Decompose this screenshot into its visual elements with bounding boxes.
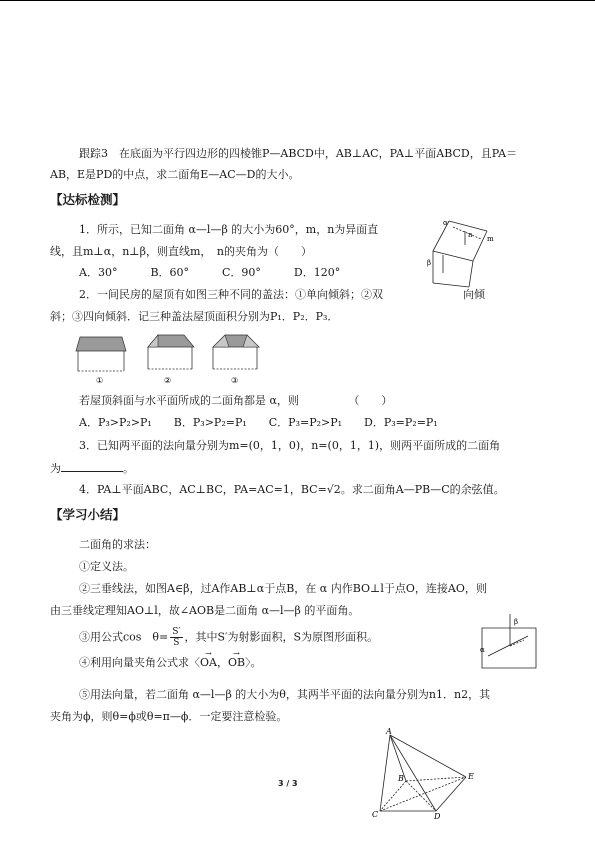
vector-oa: → OA [200,656,217,670]
summary-method-5-line2: 夹角为ϕ，则θ=ϕ或θ=π—ϕ．一定要注意检验。 [50,710,288,723]
pyramid-c-label: C [372,810,379,819]
roof3-label: ③ [231,376,239,385]
roof1-label: ① [96,376,104,385]
q3-line2-end: 。 [123,462,134,475]
page-top-rule [0,0,595,1]
dihedral-alpha-label: α [443,219,448,227]
summary-method-2-line1: ②三垂线法，如图A∈β，过A作AB⊥α于点B，在 α 内作BO⊥l于点O，连接AO，则 [79,582,487,595]
summary-method-4 [79,656,262,670]
summary-method-1: ①定义法。 [79,560,134,573]
q1-line1: 1．所示，已知二面角 α—l—β 的大小为60°，m，n为异面直 [79,223,379,236]
summary-method-5-line1: ⑤用法向量，若二面角 α—l—β 的大小为θ，其两半平面的法向量分别为n1．n2，其 [79,688,491,701]
summary-intro: 二面角的求法： [79,538,156,551]
q3-line1: 3．已知两平面的法向量分别为m=(0，1，0)，n=(0，1，1)，则两平面所成的二面角 [79,439,501,452]
follow-up-3-line2: AB，E是PD的中点，求二面角E—AC—D的大小。 [50,168,300,181]
roof-figure-3 [205,325,265,385]
q3-line2-text: 为 [50,462,61,475]
fraction-denominator: S [173,638,180,648]
q2-line1 [79,288,485,302]
q2-line1-tail: 向倾 [463,288,485,301]
plane-beta-label: β [514,618,519,626]
summary-method-2-line2: 由三垂线定理知AO⊥l，故∠AOB是二面角 α—l—β 的平面角。 [50,604,360,617]
dihedral-beta-label: β [427,259,432,267]
roof-figure-1 [70,325,130,385]
page-number: 3 / 3 [278,779,298,788]
pyramid-figure [370,725,480,820]
fraction-numerator: S′ [172,627,181,637]
q4-line: 4．PA⊥平面ABC，AC⊥BC，PA=AC=1，BC=√2。求二面角A—PB—C的余弦值。 [79,483,505,496]
vector-formula-suffix: 〉。 [245,656,262,669]
plane-alpha-label: α [480,646,485,654]
pyramid-d-label: D [434,812,441,820]
q2-line3: 若屋顶斜面与水平面所成的二面角都是 α，则 （ ） [79,394,393,407]
dihedral-angle-figure [425,215,500,290]
vector-separator: ， [216,656,228,669]
q2-line2: 斜；③四向倾斜．记三种盖法屋顶面积分别为P₁．P₂．P₃． [50,310,339,323]
formula-cos-explanation: ，其中S′为射影面积，S为原图形面积。 [184,630,379,644]
pyramid-e-label: E [468,772,474,781]
q2-line1-text: 2．一间民房的屋顶有如图三种不同的盖法：①单向倾斜；②双 [79,288,383,301]
q2-options: A．P₃>P₂>P₁ B．P₃>P₂=P₁ C．P₃=P₂>P₁ D．P₃=P₂=P₁ [79,416,438,429]
q1-options: A．30° B．60° C．90° D．120° [79,266,341,279]
roof-figure-2 [140,325,200,385]
pyramid-b-label: B [398,774,404,783]
plane-projection-figure [478,612,540,670]
vector-ob: → OB [228,656,245,670]
pyramid-a-label: A [386,727,392,736]
section-heading-assessment: 【达标检测】 [50,192,126,207]
section-heading-summary: 【学习小结】 [50,507,126,522]
area-ratio-fraction [170,627,182,648]
dihedral-n-label: n [468,231,473,239]
q3-line2 [50,461,134,476]
q1-line2: 线，且m⊥α，n⊥β，则直线m， n的夹角为（ ） [50,245,313,258]
q3-answer-blank [61,461,123,472]
summary-method-3 [79,627,378,648]
formula-cos-prefix: ③用公式cos θ= [79,630,169,644]
vector-formula-prefix: ④利用向量夹角公式求〈 [79,656,200,669]
follow-up-3-line1: 跟踪3 在底面为平行四边形的四棱锥P—ABCD中，AB⊥AC，PA⊥平面ABCD，且PA＝ [79,147,518,160]
dihedral-m-label: m [487,235,494,243]
roof2-label: ② [164,376,172,385]
